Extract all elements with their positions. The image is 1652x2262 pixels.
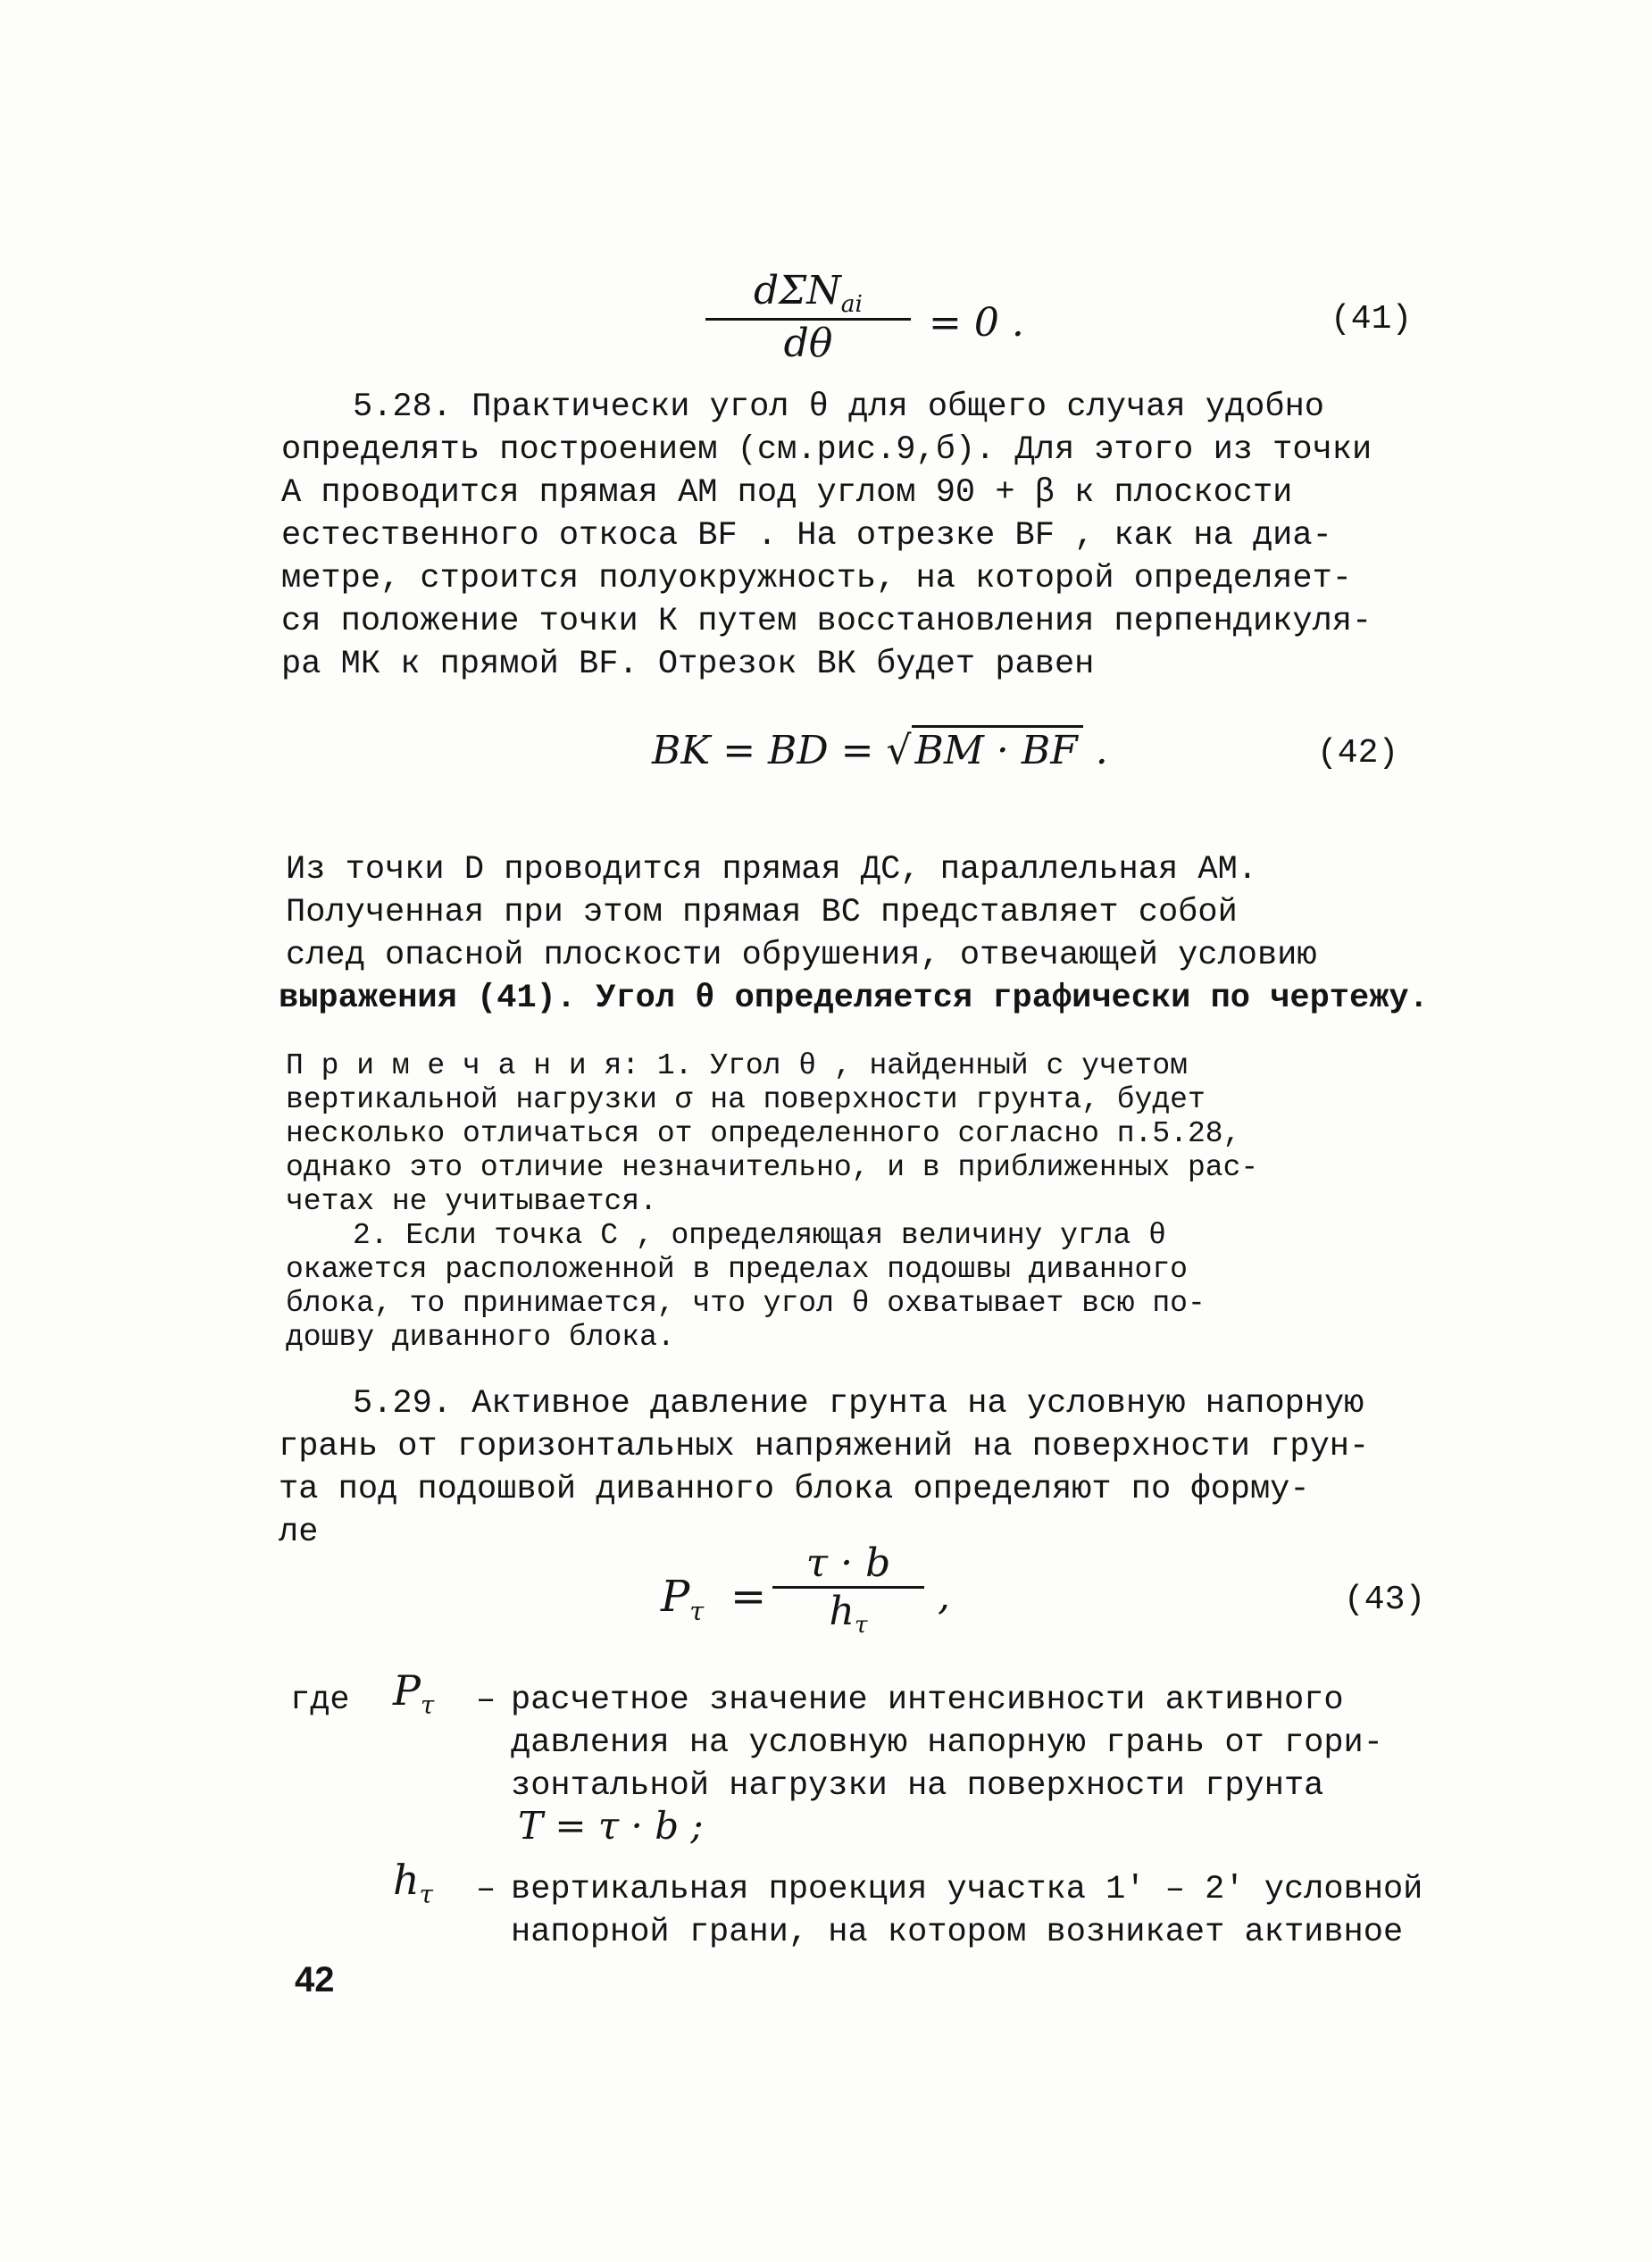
paragraph-line: 5.28. Практически угол θ для общего случая удобно <box>353 388 1324 426</box>
paragraph-line: естественного откоса BF . На отрезке BF , как на диа- <box>281 517 1332 555</box>
note-line: однако это отличие незначительно, и в приближенных рас- <box>286 1151 1259 1184</box>
paragraph-line: ся положение точки К путем восстановления перпендикуля- <box>281 603 1372 640</box>
paragraph-line: грань от горизонтальных напряжений на поверхности грун- <box>279 1428 1370 1465</box>
eq42-radicand: BM · BF <box>912 725 1083 773</box>
term-h-tau: $h_\tau$ <box>393 1856 433 1909</box>
paragraph-line: определять построением (см.рис.9,б). Для этого из точки <box>281 431 1372 469</box>
eq42-expression <box>652 728 1108 773</box>
definition-line: вертикальная проекция участка 1′ – 2′ условной <box>511 1871 1423 1908</box>
paragraph-line: та под подошвой диванного блока определяют по форму- <box>279 1471 1310 1508</box>
paragraph-line: след опасной плоскости обрушения, отвечающей условию <box>286 937 1317 974</box>
eq41-fraction <box>705 268 911 366</box>
definition-line: давления на условную напорную грань от гори- <box>511 1724 1383 1762</box>
eq41-rhs: = 0 . <box>929 300 1024 346</box>
note-line: окажется расположенной в пределах подошвы диванного <box>286 1253 1188 1286</box>
eq41-denominator: dθ <box>783 321 833 367</box>
paragraph-line: 5.29. Активное давление грунта на условную напорную <box>353 1385 1364 1423</box>
def1-formula: T = τ · b ; <box>518 1804 704 1848</box>
note-line: П р и м е ч а н и я: 1. Угол θ , найденный с учетом <box>286 1049 1188 1082</box>
eq42-number: (42) <box>1317 734 1399 772</box>
note-line: дошву диванного блока. <box>286 1321 675 1354</box>
paragraph-line: ле <box>279 1514 319 1551</box>
term-dash: – <box>476 1871 496 1908</box>
sqrt-sign: √ <box>886 728 912 773</box>
definition-line: зонтальной нагрузки на поверхности грунта <box>511 1767 1324 1805</box>
definition-line: напорной грани, на котором возникает активное <box>511 1914 1404 1951</box>
paragraph-line: А проводится прямая АМ под углом 90 + β к плоскости <box>281 474 1293 512</box>
where-label: где <box>290 1682 350 1719</box>
eq43-numerator: τ · b <box>805 1540 891 1586</box>
eq41-number: (41) <box>1331 300 1413 338</box>
paragraph-line: выражения (41). Угол θ определяется графически по чертежу. <box>279 980 1429 1017</box>
paragraph-line: ра МК к прямой BF. Отрезок ВК будет равен <box>281 646 1095 683</box>
paragraph-line: метре, строится полуокружность, на которой определяет- <box>281 560 1352 597</box>
eq43-equals: = <box>730 1572 767 1622</box>
eq43-denominator: $h_\tau$ <box>829 1589 868 1640</box>
eq43-lhs: $P_\tau$ <box>661 1572 705 1627</box>
eq43-tail: , <box>938 1573 950 1619</box>
eq43-fraction <box>772 1540 924 1639</box>
paragraph-line: Полученная при этом прямая ВС представляет собой <box>286 894 1238 931</box>
paragraph-line: Из точки D проводится прямая ДС, параллельная АМ. <box>286 851 1257 889</box>
page-number: 42 <box>295 1960 335 1999</box>
note-line: вертикальной нагрузки σ на поверхности грунта, будет <box>286 1083 1206 1116</box>
eq42-tail: . <box>1082 728 1108 773</box>
note-line: 2. Если точка С , определяющая величину угла θ <box>353 1219 1166 1252</box>
note-line: несколько отличаться от определенного согласно п.5.28, <box>286 1117 1241 1150</box>
note-line: четах не учитывается. <box>286 1185 657 1218</box>
eq42-lhs: BK = BD = <box>652 728 887 773</box>
term-dash: – <box>476 1682 496 1719</box>
eq43-number: (43) <box>1344 1581 1426 1619</box>
eq41-numerator: dΣN$_{ai}$ <box>754 268 863 319</box>
note-line: блока, то принимается, что угол θ охватывает всю по- <box>286 1287 1206 1320</box>
term-p-tau: $P_\tau$ <box>393 1666 435 1720</box>
definition-line: расчетное значение интенсивности активного <box>511 1682 1344 1719</box>
